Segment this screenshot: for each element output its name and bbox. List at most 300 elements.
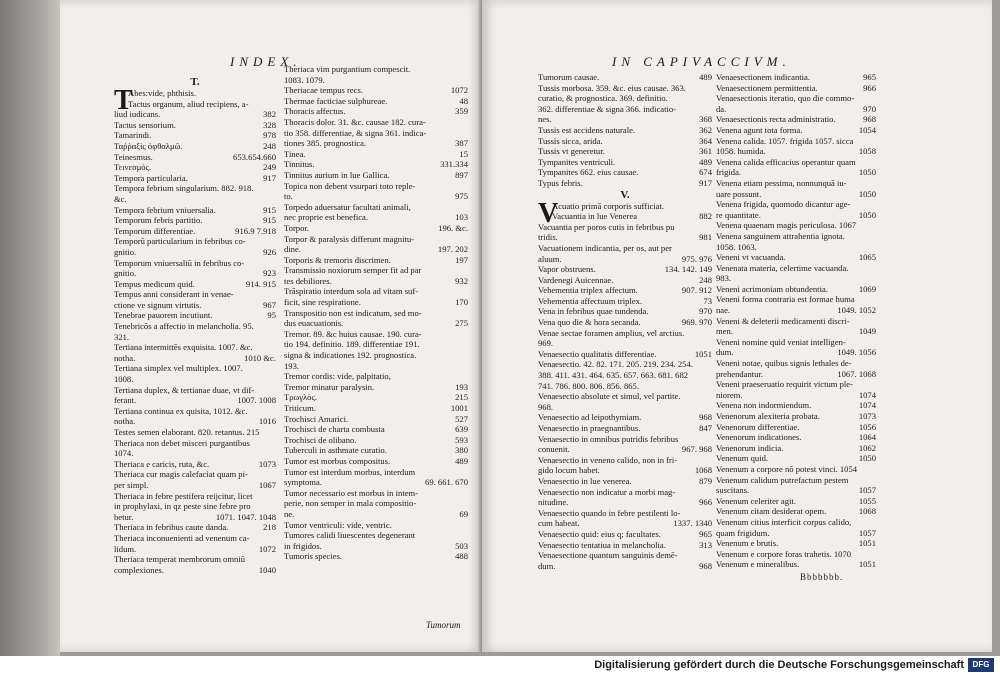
index-entry <box>114 215 276 226</box>
index-entry <box>114 173 276 184</box>
index-entry <box>538 211 712 222</box>
index-entry <box>114 88 276 99</box>
index-entry <box>114 554 276 565</box>
index-entry-text: tes debiliores. <box>284 275 332 286</box>
right-page-header: IN CAPIVACCIVM. <box>612 54 791 69</box>
index-entry-text: nec proprie est benefica. <box>284 212 368 223</box>
index-entry-text: Venenorum indicationes. <box>716 432 802 443</box>
index-entry-page: 1051 <box>694 348 712 359</box>
index-entry <box>538 349 712 360</box>
left-page-header: INDEX. <box>230 54 302 69</box>
index-entry-text: Tussis vt generetur. <box>538 146 605 157</box>
index-entry-text: Venena etiam pessima, nonnunquā iu- <box>716 177 847 188</box>
index-entry-page: 916.9 7.918 <box>235 225 276 236</box>
index-entry <box>284 255 468 266</box>
index-entry <box>114 300 276 311</box>
index-entry-text: betur. <box>114 511 134 522</box>
index-entry-text: perie, non semper in mala compositio- <box>284 498 417 509</box>
index-entry-text: Trochisci Amarici. <box>284 413 349 424</box>
index-entry-text: suscitans. <box>716 485 750 496</box>
index-entry-page: 364 <box>699 135 712 146</box>
index-entry <box>114 491 276 502</box>
index-entry <box>538 359 712 370</box>
index-entry-text: symptoma. <box>284 477 322 488</box>
index-entry <box>284 371 468 382</box>
index-entry-text: 1058. humida. <box>716 146 766 157</box>
index-entry-page: 1072 <box>258 543 276 554</box>
index-entry-page: 639 <box>455 424 468 435</box>
index-entry <box>284 138 468 149</box>
index-entry-text: Tertiana duplex, & tertianae duae, vt dif- <box>114 384 255 395</box>
index-entry-text: Venaesectio tentatiua in melancholia. <box>538 539 666 550</box>
index-entry-page: 193 <box>455 381 468 392</box>
index-entry-text: Venenata materia, celertime vacuanda. <box>716 262 849 273</box>
index-entry <box>716 559 876 570</box>
index-entry-page: 1073 <box>258 458 276 469</box>
index-entry <box>716 83 876 94</box>
index-entry <box>716 496 876 507</box>
index-entry <box>716 178 876 189</box>
index-entry <box>284 64 468 75</box>
index-entry-page: 1016 <box>258 416 276 427</box>
index-entry <box>716 485 876 496</box>
index-entry <box>538 243 712 254</box>
index-entry-text: prehendantur. <box>716 368 764 379</box>
index-entry-page: 914. 915 <box>245 278 276 289</box>
index-entry <box>716 506 876 517</box>
index-entry <box>114 544 276 555</box>
index-entry <box>716 294 876 305</box>
index-entry-text: Temporū particularium in febribus co- <box>114 236 246 247</box>
index-entry-text: 321. <box>114 331 130 342</box>
index-entry <box>284 297 468 308</box>
index-entry-text: lidum. <box>114 543 137 554</box>
index-entry-page: 95 <box>267 310 276 321</box>
index-entry-text: tio 358. differentiae, & signa 361. indica- <box>284 127 427 138</box>
index-entry-text: Thermae facticiae sulphureae. <box>284 95 388 106</box>
index-entry-text: Temporum febris partitio. <box>114 215 203 226</box>
index-entry-text: Tactus organum, aliud recipiens, a- <box>128 98 249 109</box>
index-entry <box>114 416 276 427</box>
left-page <box>60 0 482 652</box>
index-entry-text: gido locum habet. <box>538 465 600 476</box>
index-entry-text: Vena quo die & hora secanda. <box>538 317 641 328</box>
index-entry-text: Venena non indormiendum. <box>716 400 812 411</box>
index-entry-page: 1064 <box>858 432 876 443</box>
index-entry-text: Venena calida efficacius operantur quam <box>716 156 856 167</box>
index-entry <box>284 212 468 223</box>
index-entry-page: 653.654.660 <box>233 151 276 162</box>
index-entry-text: Tussis morbosa. 359. &c. eius causae. 363. <box>538 82 686 93</box>
index-entry-page: 134. 142. 149 <box>664 264 712 275</box>
index-entry <box>716 475 876 486</box>
index-entry <box>284 382 468 393</box>
index-entry-text: dine. <box>284 244 301 255</box>
index-entry-text: Tertiana continua ex quisita, 1012. &c. <box>114 405 248 416</box>
index-entry-page: 197. 202 <box>437 244 468 255</box>
index-entry <box>284 149 468 160</box>
index-entry-text: ferant. <box>114 395 137 406</box>
index-entry <box>284 424 468 435</box>
drop-initial-t: T <box>114 85 133 116</box>
index-entry-text: Tumor necessario est morbus in intem- <box>284 487 419 498</box>
index-entry <box>114 342 276 353</box>
index-entry-text: Venaesectio non indicatur a morbi mag- <box>538 486 676 497</box>
index-entry-text: Tertiana simplex vel multiplex. 1007. <box>114 363 243 374</box>
index-entry-page: 1054 <box>858 124 876 135</box>
index-entry-text: Theriaca e caricis, ruta, &c. <box>114 458 210 469</box>
index-entry <box>538 201 712 212</box>
index-entry-text: Tempus anni considerant in venae- <box>114 289 234 300</box>
index-entry-page: 968 <box>699 560 712 571</box>
index-entry <box>716 379 876 390</box>
index-entry-text: 1083. 1079. <box>284 74 325 85</box>
drop-initial-v: V <box>538 197 559 229</box>
index-entry <box>716 114 876 125</box>
index-entry-page: 975. 976 <box>681 253 712 264</box>
index-entry-text: Transpositio non est indicatum, sed mo- <box>284 307 422 318</box>
index-entry-page: 923 <box>263 268 276 279</box>
index-entry <box>716 432 876 443</box>
index-entry-page: 970 <box>699 306 712 317</box>
index-entry-page: 1010 &c. <box>244 352 276 363</box>
footer-bar <box>0 656 1000 675</box>
index-entry <box>114 374 276 385</box>
index-entry-page: 69. 661. 670 <box>425 477 468 488</box>
right-column-1 <box>538 72 712 571</box>
index-entry-text: Venenorum indicia. <box>716 442 784 453</box>
index-entry-text: ctione ve signum virtutis. <box>114 299 202 310</box>
index-entry <box>538 540 712 551</box>
index-entry-page: 1067 <box>258 479 276 490</box>
index-entry <box>284 520 468 531</box>
index-entry-text: Tenebricōs a affectio in melancholia. 95. <box>114 321 254 332</box>
index-entry-text: Venaesectionem permittentia. <box>716 82 818 93</box>
index-entry-page: 1073 <box>858 411 876 421</box>
index-entry-text: Veneni nomine quid veniat intelligen- <box>716 336 846 347</box>
index-entry-text: Venenum quid. <box>716 453 769 464</box>
index-entry-text: Theriaca inconuenienti ad venenum ca- <box>114 532 250 543</box>
index-entry-page: 359 <box>455 106 468 117</box>
index-entry-text: 193. <box>284 360 300 371</box>
index-entry <box>284 85 468 96</box>
index-entry <box>538 93 712 104</box>
index-entry <box>114 247 276 258</box>
index-entry <box>716 284 876 295</box>
index-entry-page: 968 <box>699 412 712 423</box>
index-entry-page: 489 <box>699 72 712 82</box>
index-entry-text: to. <box>284 191 293 202</box>
index-entry-text: aluum. <box>538 253 562 264</box>
index-entry-text: gnitio. <box>114 268 137 279</box>
index-entry <box>716 199 876 210</box>
index-entry <box>114 194 276 205</box>
index-entry-text: Thoracis affectus. <box>284 106 346 117</box>
index-entry <box>114 353 276 364</box>
index-entry-text: Tremor. 89. &c huius causae. 190. cura- <box>284 328 422 339</box>
index-entry <box>114 533 276 544</box>
index-entry-page: 1056 <box>858 421 876 432</box>
index-entry <box>538 561 712 572</box>
index-entry-text: dus euacuationis. <box>284 318 344 329</box>
index-entry-page: 966 <box>863 82 876 93</box>
index-entry-text: Vapor obstruens. <box>538 264 596 275</box>
index-entry-text: Veneni notae, quibus signis lethales de- <box>716 358 852 369</box>
index-entry <box>716 125 876 136</box>
index-entry-text: Venaesectio. 42. 82. 171. 205. 219. 234. 254. <box>538 359 693 370</box>
index-entry-text: Venaesectio in omnibus putridis febribus <box>538 433 679 444</box>
index-entry-page: 926 <box>263 246 276 257</box>
index-entry-text: conuenit. <box>538 444 570 455</box>
index-entry-page: 170 <box>455 297 468 308</box>
index-entry <box>716 72 876 83</box>
index-entry-text: Torporis & tremoris discrimen. <box>284 254 391 265</box>
index-entry-text: uare possunt. <box>716 188 762 199</box>
index-entry <box>538 178 712 189</box>
index-entry <box>716 242 876 253</box>
index-entry <box>538 338 712 349</box>
index-entry-text: Venaesectionem indicantia. <box>716 72 811 82</box>
index-entry-text: tridis. <box>538 232 558 243</box>
index-entry <box>284 75 468 86</box>
index-entry <box>284 159 468 170</box>
index-entry-text: Venenum a corpore nō potest vinci. 1054 <box>716 463 858 474</box>
index-entry-text: nitudine. <box>538 497 569 508</box>
index-entry-page: 328 <box>263 119 276 130</box>
index-entry <box>114 162 276 173</box>
index-entry-page: 382 <box>263 109 276 120</box>
index-entry <box>538 222 712 233</box>
index-entry <box>284 128 468 139</box>
index-entry-text: Theriaca in febre pestifera reijcitur, licet <box>114 490 253 501</box>
index-entry-text: Theriaca in febribus caute danda. <box>114 522 229 533</box>
index-entry <box>716 528 876 539</box>
index-entry <box>114 289 276 300</box>
index-entry-text: Vacuantia in lue Venerea <box>552 211 638 222</box>
index-entry-text: 1058. 1063. <box>716 241 757 252</box>
index-entry-page: 593 <box>455 434 468 445</box>
index-entry-text: Trāspiratio interdum sola ad vitam suf- <box>284 286 419 297</box>
index-entry <box>538 423 712 434</box>
index-entry <box>538 83 712 94</box>
index-entry-page: 1069 <box>858 283 876 294</box>
index-entry <box>716 146 876 157</box>
index-entry-text: Testes semen elaborant. 820. retantus. 215 <box>114 427 260 437</box>
index-entry <box>114 152 276 163</box>
left-column-1 <box>114 76 276 575</box>
index-entry-page: 1049. 1052 <box>837 305 876 316</box>
index-entry <box>114 268 276 279</box>
index-entry-text: Venena agunt tota forma. <box>716 124 803 135</box>
index-entry-page: 15 <box>459 148 468 159</box>
index-entry-text: Tempora febrium singularium. 882. 918. <box>114 183 254 194</box>
index-entry-text: Venena sanguinem attrahentia ignota. <box>716 230 845 241</box>
index-entry <box>538 529 712 540</box>
index-entry-text: notha. <box>114 416 136 427</box>
funding-notice: Digitalisierung gefördert durch die Deutsche Forschungsgemeinschaft <box>594 659 964 671</box>
index-entry-text: Τρωγλὸς. <box>284 392 318 403</box>
index-entry-page: 1074 <box>858 400 876 411</box>
index-entry <box>284 350 468 361</box>
index-entry <box>114 226 276 237</box>
index-entry-text: Tinnitus aurium in lue Gallica. <box>284 169 390 180</box>
index-entry <box>114 279 276 290</box>
index-entry <box>538 254 712 265</box>
index-entry-page: 917 <box>263 172 276 183</box>
index-entry-page: 1067. 1068 <box>837 368 876 379</box>
index-entry <box>284 488 468 499</box>
index-entry-text: Vacuantia per poros cutis in febribus pu <box>538 221 675 232</box>
index-entry <box>538 114 712 125</box>
index-entry <box>284 318 468 329</box>
index-entry <box>284 414 468 425</box>
index-entry <box>538 157 712 168</box>
index-entry <box>114 427 276 438</box>
index-entry-page: 965 <box>863 72 876 82</box>
index-entry-page: 1050 <box>858 209 876 220</box>
index-entry <box>114 565 276 576</box>
index-entry <box>114 109 276 120</box>
index-entry <box>284 96 468 107</box>
index-entry-text: Tumor est interdum morbus, interdum <box>284 466 416 477</box>
index-entry-text: Venenum e brutis. <box>716 538 779 549</box>
index-entry <box>284 509 468 520</box>
index-entry-page: 1337. 1340 <box>673 518 712 529</box>
index-entry-page: 197 <box>455 254 468 265</box>
index-entry-page: 966 <box>699 497 712 508</box>
index-entry-text: re quantitate. <box>716 209 761 220</box>
left-page-edge <box>0 0 60 656</box>
index-entry-page: 932 <box>455 275 468 286</box>
index-entry <box>114 480 276 491</box>
index-entry-page: 915 <box>263 215 276 226</box>
index-entry-text: Tenebrae pauorem incutiunt. <box>114 310 213 321</box>
index-entry <box>284 541 468 552</box>
index-entry <box>716 263 876 274</box>
index-entry-page: 362 <box>699 124 712 135</box>
index-entry-text: 1008. <box>114 374 134 385</box>
index-entry-text: Veneni vt vacuanda. <box>716 252 786 263</box>
index-entry <box>716 390 876 401</box>
index-entry-text: Τεινεσμὸς. <box>114 162 152 173</box>
index-entry-page: 215 <box>455 392 468 403</box>
index-entry <box>538 412 712 423</box>
index-entry <box>284 530 468 541</box>
index-entry <box>716 305 876 316</box>
index-entry-text: Veneni praeseruatio requirit victum ple- <box>716 379 853 390</box>
index-entry-page: 1049 <box>858 326 876 337</box>
index-entry <box>114 512 276 523</box>
index-entry-text: Tertiana intermittēs exquisita. 1007. &c. <box>114 342 253 353</box>
index-entry <box>114 501 276 512</box>
index-entry <box>284 551 468 562</box>
index-entry-text: Veneni acrimoniam obtundentia. <box>716 283 828 294</box>
index-entry-text: Tactus sensorium. <box>114 119 176 130</box>
index-entry <box>538 455 712 466</box>
index-entry <box>538 275 712 286</box>
index-entry-text: Temporum differentiae. <box>114 225 196 236</box>
index-entry-page: 1062 <box>858 442 876 453</box>
index-entry <box>538 232 712 243</box>
index-entry <box>538 444 712 455</box>
index-entry-text: Torpedo aduersatur facultati animali, <box>284 201 411 212</box>
index-entry-page: 248 <box>699 274 712 285</box>
index-entry-text: da. <box>716 103 727 114</box>
index-entry-text: Tussis sicca, arida. <box>538 135 603 146</box>
index-entry-page: 527 <box>455 413 468 424</box>
index-entry-text: Torpor & paralysis differunt magnitu- <box>284 233 415 244</box>
index-entry-text: Vacuationem indicantia, per os, aut per <box>538 242 672 253</box>
index-entry-page: 1068 <box>694 465 712 476</box>
index-entry <box>538 434 712 445</box>
index-entry <box>284 265 468 276</box>
index-entry-page: 313 <box>699 539 712 550</box>
index-entry-text: 968. <box>538 401 554 412</box>
index-entry-text: Tinea. <box>284 148 306 159</box>
index-entry-page: 967 <box>263 299 276 310</box>
index-entry-page: 1051 <box>858 538 876 549</box>
index-entry-page: 248 <box>263 140 276 151</box>
index-entry-text: Venenum e corpore foras trahetis. 1070 <box>716 548 852 559</box>
index-entry-text: Theriaca non debet misceri purgantibus <box>114 437 250 448</box>
right-page <box>482 0 992 652</box>
index-entry <box>284 392 468 403</box>
index-entry-page: 1050 <box>858 188 876 199</box>
index-entry-page: 967. 968 <box>681 444 712 455</box>
index-entry-page: 387 <box>455 138 468 149</box>
index-entry-page: 975 <box>455 191 468 202</box>
index-entry-text: Venaesectio qualitatis differentiae. <box>538 348 657 359</box>
index-entry <box>114 469 276 480</box>
index-entry-text: Theriacae tempus recs. <box>284 85 363 96</box>
index-entry <box>538 104 712 115</box>
index-entry-text: Venaesectio ad leipothymiam. <box>538 412 642 423</box>
index-entry <box>284 361 468 372</box>
index-entry-text: tiones 385. prognostica. <box>284 138 367 149</box>
index-entry-text: Tamarindi. <box>114 130 152 141</box>
index-entry <box>284 339 468 350</box>
index-entry <box>538 550 712 561</box>
index-entry-text: Torpor. <box>284 222 309 233</box>
index-entry-page: 1001 <box>450 403 468 413</box>
index-entry-text: Trochisci de charta combusta <box>284 424 385 435</box>
index-entry <box>716 136 876 147</box>
index-entry <box>114 205 276 216</box>
index-entry <box>538 296 712 307</box>
index-entry <box>716 210 876 221</box>
index-entry-text: Vardenegi Auicennae. <box>538 274 614 285</box>
index-entry-text: Abes:vide, phthisis. <box>128 88 197 98</box>
index-entry-text: notha. <box>114 352 136 363</box>
index-entry <box>114 459 276 470</box>
index-entry-text: Theriaca vim purgantium compescit. <box>284 64 411 74</box>
index-entry <box>284 477 468 488</box>
index-entry <box>284 286 468 297</box>
index-entry-page: 69 <box>459 508 468 519</box>
index-entry <box>284 234 468 245</box>
index-entry-page: 1058 <box>858 146 876 157</box>
index-entry-page: 368 <box>699 114 712 125</box>
index-entry-page: 1040 <box>258 564 276 575</box>
index-entry-page: 1071. 1047. 1048 <box>215 511 276 522</box>
index-entry-text: 969. <box>538 338 554 349</box>
index-entry <box>538 285 712 296</box>
index-entry <box>284 403 468 414</box>
index-entry <box>284 308 468 319</box>
index-entry-page: 1057 <box>858 485 876 496</box>
index-entry-text: Veneni forma contraria est formae huma <box>716 294 855 305</box>
index-entry <box>114 406 276 417</box>
